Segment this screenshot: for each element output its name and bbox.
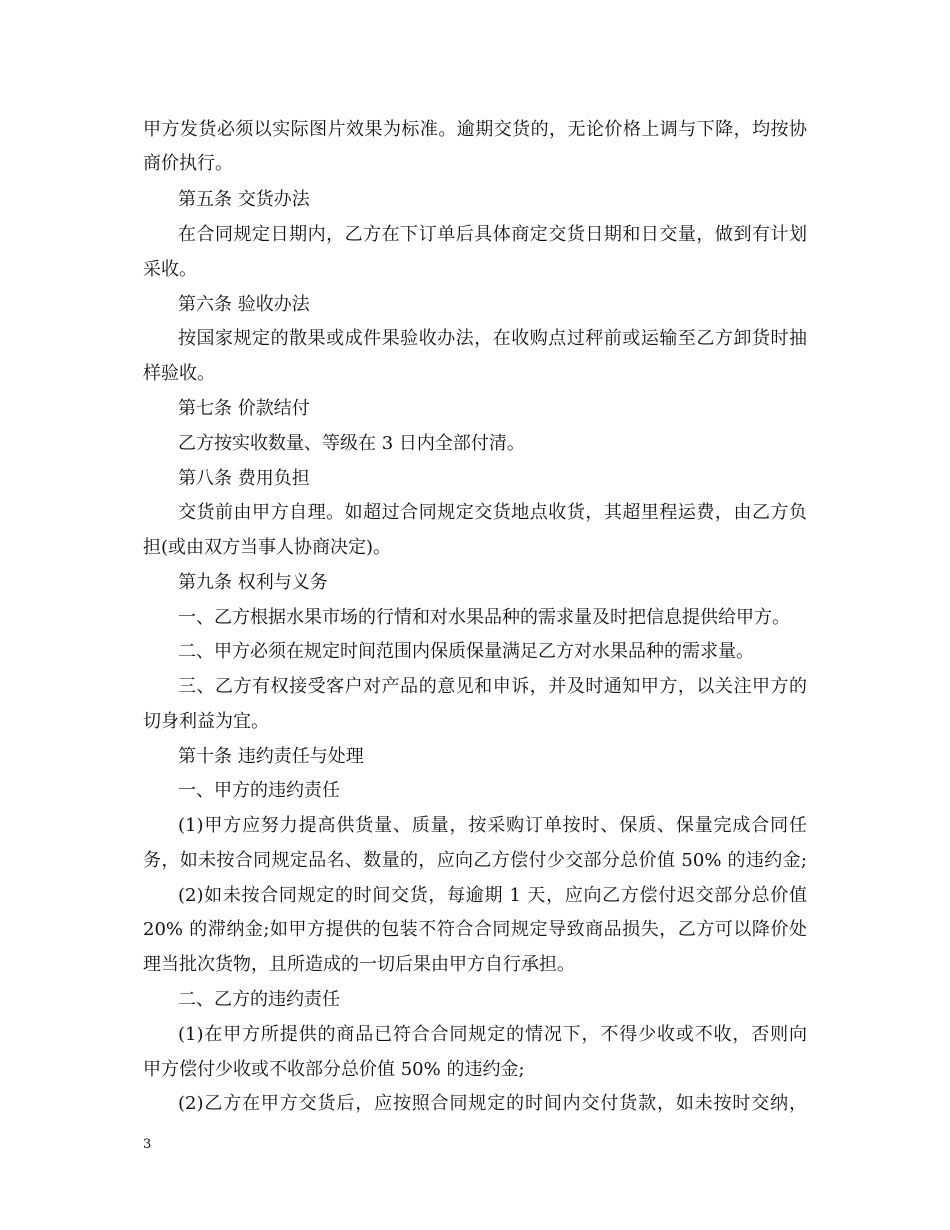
- page-number: 3: [143, 1137, 152, 1152]
- list-item: 三、乙方有权接受客户对产品的意见和申诉，并及时通知甲方，以关注甲方的: [178, 676, 807, 697]
- body-text-line: 商价执行。: [143, 153, 233, 174]
- list-item: (2)如未按合同规定的时间交货，每逾期 1 天，应向乙方偿付迟交部分总价值: [178, 885, 807, 906]
- body-text-line: 理当批次货物，且所造成的一切后果由甲方自行承担。: [143, 954, 575, 975]
- body-text-line: 务，如未按合同规定品名、数量的，应向乙方偿付少交部分总价值 50% 的违约金;: [143, 850, 807, 871]
- article-heading: 第七条 价款结付: [178, 398, 310, 419]
- list-item: (1)甲方应努力提高供货量、质量，按采购订单按时、保质、保量完成合同任: [178, 815, 807, 836]
- article-heading: 第九条 权利与义务: [178, 572, 328, 593]
- body-text-line: 甲方偿付少收或不收部分总价值 50% 的违约金;: [143, 1059, 525, 1080]
- article-heading: 第六条 验收办法: [178, 294, 310, 315]
- body-text-line: 切身利益为宜。: [143, 711, 269, 732]
- article-heading: 第十条 违约责任与处理: [178, 746, 364, 767]
- body-text-line: 担(或由双方当事人协商决定)。: [143, 537, 392, 558]
- body-text-line: 按国家规定的散果或成件果验收办法，在收购点过秤前或运输至乙方卸货时抽: [178, 328, 807, 349]
- body-text-line: 采收。: [143, 259, 197, 280]
- list-item: 一、乙方根据水果市场的行情和对水果品种的需求量及时把信息提供给甲方。: [178, 607, 790, 628]
- list-item: (1)在甲方所提供的商品已符合合同规定的情况下，不得少收或不收，否则向: [178, 1024, 807, 1045]
- list-item: (2)乙方在甲方交货后，应按照合同规定的时间内交付货款，如未按时交纳，: [178, 1093, 807, 1114]
- article-heading: 第八条 费用负担: [178, 468, 310, 489]
- section-heading: 二、乙方的违约责任: [178, 989, 340, 1010]
- body-text-line: 甲方发货必须以实际图片效果为标准。逾期交货的，无论价格上调与下降，均按协: [143, 119, 807, 140]
- section-heading: 一、甲方的违约责任: [178, 780, 340, 801]
- body-text-line: 乙方按实收数量、等级在 3 日内全部付清。: [178, 433, 525, 454]
- body-text-line: 样验收。: [143, 363, 215, 384]
- body-text-line: 交货前由甲方自理。如超过合同规定交货地点收货，其超里程运费，由乙方负: [178, 502, 807, 523]
- body-text-line: 在合同规定日期内，乙方在下订单后具体商定交货日期和日交量，做到有计划: [178, 224, 807, 245]
- body-text-line: 20% 的滞纳金;如甲方提供的包装不符合合同规定导致商品损失，乙方可以降价处: [143, 919, 807, 940]
- article-heading: 第五条 交货办法: [178, 189, 310, 210]
- list-item: 二、甲方必须在规定时间范围内保质保量满足乙方对水果品种的需求量。: [178, 641, 754, 662]
